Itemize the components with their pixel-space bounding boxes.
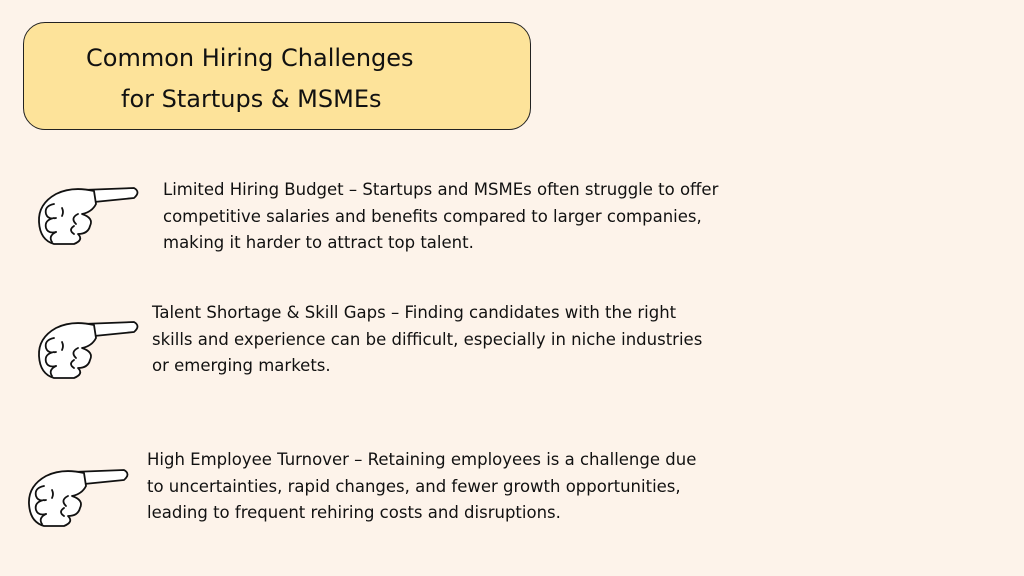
challenge-text-line: competitive salaries and benefits compared to larger companies, [163,206,702,226]
page-title-line-1: Common Hiring Challenges [86,44,414,72]
challenge-item [152,300,702,380]
pointing-hand-icon [34,182,144,248]
challenge-text-line: or emerging markets. [152,356,331,375]
pointing-hand-icon [24,464,134,530]
challenge-text-line: making it harder to attract top talent. [163,233,474,252]
challenge-text-line: leading to frequent rehiring costs and disruptions. [147,503,561,522]
challenge-item [147,447,696,527]
challenge-text-line: High Employee Turnover – Retaining employees is a challenge due [147,450,697,469]
challenge-text-line: Talent Shortage & Skill Gaps – Finding candidates with the right [152,303,677,322]
challenge-item [163,177,718,257]
challenge-text-line: Limited Hiring Budget – Startups and MSMEs often struggle to offer [163,180,719,199]
challenge-text-line: skills and experience can be difficult, especially in niche industries [152,329,703,349]
challenge-text-line: to uncertainties, rapid changes, and fewer growth opportunities, [147,476,681,496]
pointing-hand-icon [34,316,144,382]
title-box [23,22,531,130]
page-title-line-2: for Startups & MSMEs [121,85,382,113]
